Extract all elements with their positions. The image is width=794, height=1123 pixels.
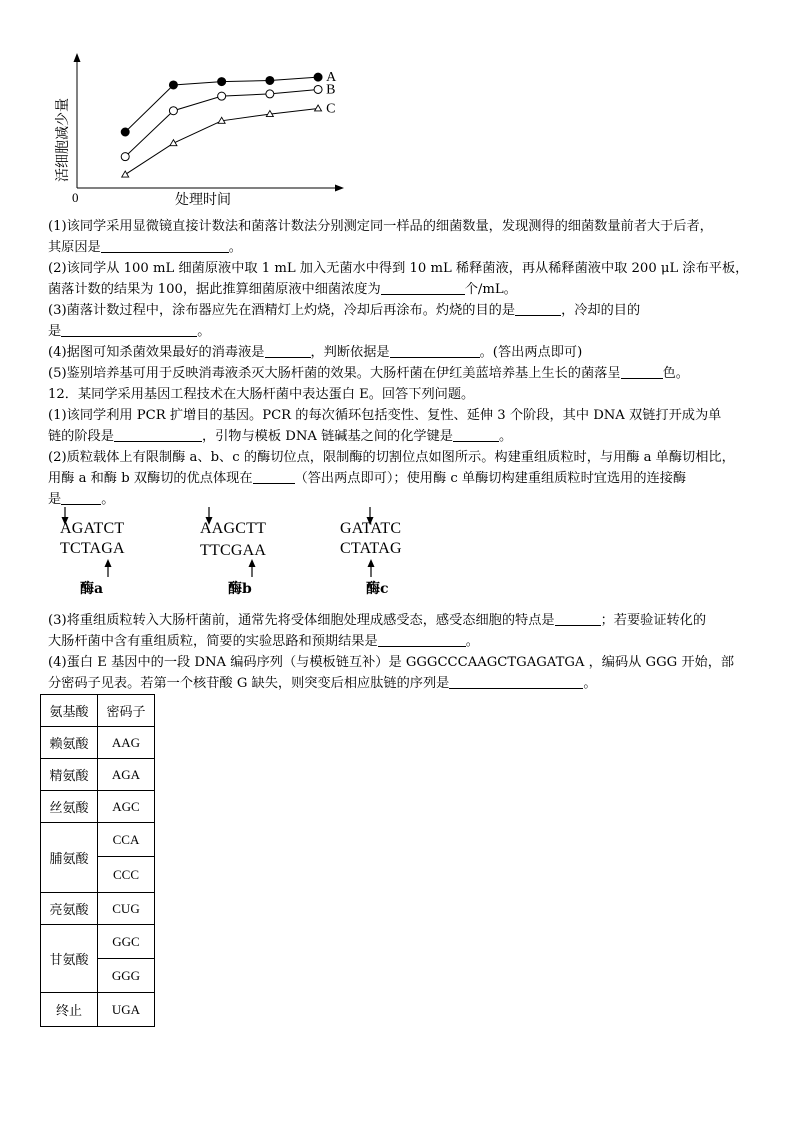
table-row-codon: AGC <box>98 791 155 823</box>
table-row-aa: 终止 <box>41 993 98 1027</box>
q12-heading: 12．某同学采用基因工程技术在大肠杆菌中表达蛋白 E。回答下列问题。 <box>48 387 475 402</box>
q11-p1b: 其原因是 <box>48 240 101 255</box>
q11-p3a: (3)菌落计数过程中，涂布器应先在酒精灯上灼烧，冷却后再涂布。灼烧的目的是 <box>48 303 516 318</box>
table-row-aa: 丝氨酸 <box>41 791 98 823</box>
series-A-point-4 <box>266 76 274 84</box>
origin-label: 0 <box>72 190 79 205</box>
q11-p2b: 菌落计数的结果为 100，据此推算细菌原液中细菌浓度为 <box>48 282 381 297</box>
table-row-codon: CCC <box>98 857 155 893</box>
table-row-aa: 精氨酸 <box>41 759 98 791</box>
q12-answer-blank-5[interactable] <box>555 611 601 626</box>
series-B-label: B <box>326 82 336 98</box>
q12-answer-blank-7[interactable] <box>449 674 583 689</box>
q12-p2a: (2)质粒载体上有限制酶 a、b、c 的酶切位点，限制酶的切割位点如图所示。构建重组质粒时，与用酶 a 单酶切相比， <box>48 450 735 465</box>
q11-p1a: (1)该同学采用显微镜直接计数法和菌落计数法分别测定同一样品的细菌数量，发现测得的细菌数量前者大于后者， <box>48 219 713 234</box>
q12-p4b: 分密码子见表。若第一个核苷酸 G 缺失，则突变后相应肽链的序列是 <box>48 676 450 691</box>
q12-answer-blank-1[interactable] <box>114 427 202 442</box>
table-row-codon: GGG <box>98 959 155 993</box>
table-header-amino-acid: 氨基酸 <box>41 695 98 727</box>
q11-answer-blank-3[interactable] <box>515 301 561 316</box>
series-B-point-1 <box>121 153 129 161</box>
q11-p4a: (4)据图可知杀菌效果最好的消毒液是 <box>48 345 265 360</box>
enzyme-b-label: 酶b <box>228 581 252 597</box>
q11-answer-blank-1[interactable] <box>101 238 229 253</box>
enzyme-c-label: 酶c <box>366 581 389 597</box>
series-A-point-1 <box>121 128 129 136</box>
enzyme-a-bottom-seq: TCTAGA <box>60 540 125 557</box>
series-B-point-4 <box>266 90 274 98</box>
q12-p4a: (4)蛋白 E 基因中的一段 DNA 编码序列（与模板链互补）是 GGGCCCAAGCTGAGATGA ，编码从 GGG 开始，部 <box>48 655 735 670</box>
series-C-point-5 <box>315 105 322 111</box>
table-row-codon: UGA <box>98 993 155 1027</box>
series-A-point-5 <box>314 73 322 81</box>
q12-p1a: (1)该同学利用 PCR 扩增目的基因。PCR 的每次循环包括变性、复性、延伸 3 个阶段，其中 DNA 双链打开成为单 <box>48 408 722 423</box>
table-row-codon: CCA <box>98 823 155 857</box>
enzyme-a-top-seq: AGATCT <box>60 520 125 537</box>
table-row-aa: 亮氨酸 <box>41 893 98 925</box>
x-axis-arrow <box>335 185 344 192</box>
q12-p3c: 大肠杆菌中含有重组质粒，简要的实验思路和预期结果是 <box>48 634 378 649</box>
q11-answer-blank-5[interactable] <box>265 343 311 358</box>
enzyme-a-label: 酶a <box>80 581 104 597</box>
enzyme-b-top-seq: AAGCTT <box>200 520 267 537</box>
series-A-label: A <box>326 70 337 86</box>
series-C-label: C <box>326 101 336 117</box>
series-A-point-2 <box>169 81 177 89</box>
table-row-aa: 甘氨酸 <box>41 925 98 993</box>
enzyme-b-bottom-seq: TTCGAA <box>200 542 267 559</box>
table-row-codon: AGA <box>98 759 155 791</box>
enzyme-c-bottom-arrow <box>365 558 379 578</box>
table-row-codon: GGC <box>98 925 155 959</box>
enzyme-c-bottom-seq: CTATAG <box>340 540 402 557</box>
q11-p3b: 是 <box>48 324 62 339</box>
series-C-point-2 <box>170 140 177 146</box>
y-axis-label: 活细胞减少量 <box>55 98 71 182</box>
enzyme-b-bottom-arrow <box>246 558 260 578</box>
table-row-codon: AAG <box>98 727 155 759</box>
series-B-point-5 <box>314 85 322 93</box>
y-axis-arrow <box>74 53 81 62</box>
table-row-codon: CUG <box>98 893 155 925</box>
x-axis-label: 处理时间 <box>175 192 231 208</box>
q12-p1b: 链的阶段是 <box>48 429 114 444</box>
q12-answer-blank-6[interactable] <box>378 632 466 647</box>
table-header-codon: 密码子 <box>98 695 155 727</box>
table-row-aa: 赖氨酸 <box>41 727 98 759</box>
q11-answer-blank-7[interactable] <box>621 364 663 379</box>
series-B-point-3 <box>218 92 226 100</box>
enzyme-c-top-seq: GATATC <box>340 520 402 537</box>
q12-answer-blank-3[interactable] <box>253 469 295 484</box>
q12-answer-blank-4[interactable] <box>61 490 101 505</box>
q11-answer-blank-2[interactable] <box>381 280 465 295</box>
series-B-point-2 <box>169 107 177 115</box>
q12-p3a: (3)将重组质粒转入大肠杆菌前，通常先将受体细胞处理成感受态，感受态细胞的特点是 <box>48 613 555 628</box>
q12-p2d: 是 <box>48 492 62 507</box>
series-C-point-1 <box>122 171 129 177</box>
q12-answer-blank-2[interactable] <box>453 427 499 442</box>
series-A-point-3 <box>218 78 226 86</box>
q11-p2a: (2)该同学从 100 mL 细菌原液中取 1 mL 加入无菌水中得到 10 mL 稀释菌液，再从稀释菌液中取 200 μL 涂布平板， <box>48 261 749 276</box>
q11-answer-blank-4[interactable] <box>61 322 197 337</box>
codon-table <box>40 694 155 1027</box>
q11-answer-blank-6[interactable] <box>390 343 480 358</box>
q12-p2b: 用酶 a 和酶 b 双酶切的优点体现在 <box>48 471 253 486</box>
q11-p5a: (5)鉴别培养基可用于反映消毒液杀灭大肠杆菌的效果。大肠杆菌在伊红美蓝培养基上生长的菌落呈 <box>48 366 621 381</box>
table-row-aa: 脯氨酸 <box>41 823 98 893</box>
enzyme-a-bottom-arrow <box>102 558 116 578</box>
kill-curve-chart <box>40 50 360 215</box>
